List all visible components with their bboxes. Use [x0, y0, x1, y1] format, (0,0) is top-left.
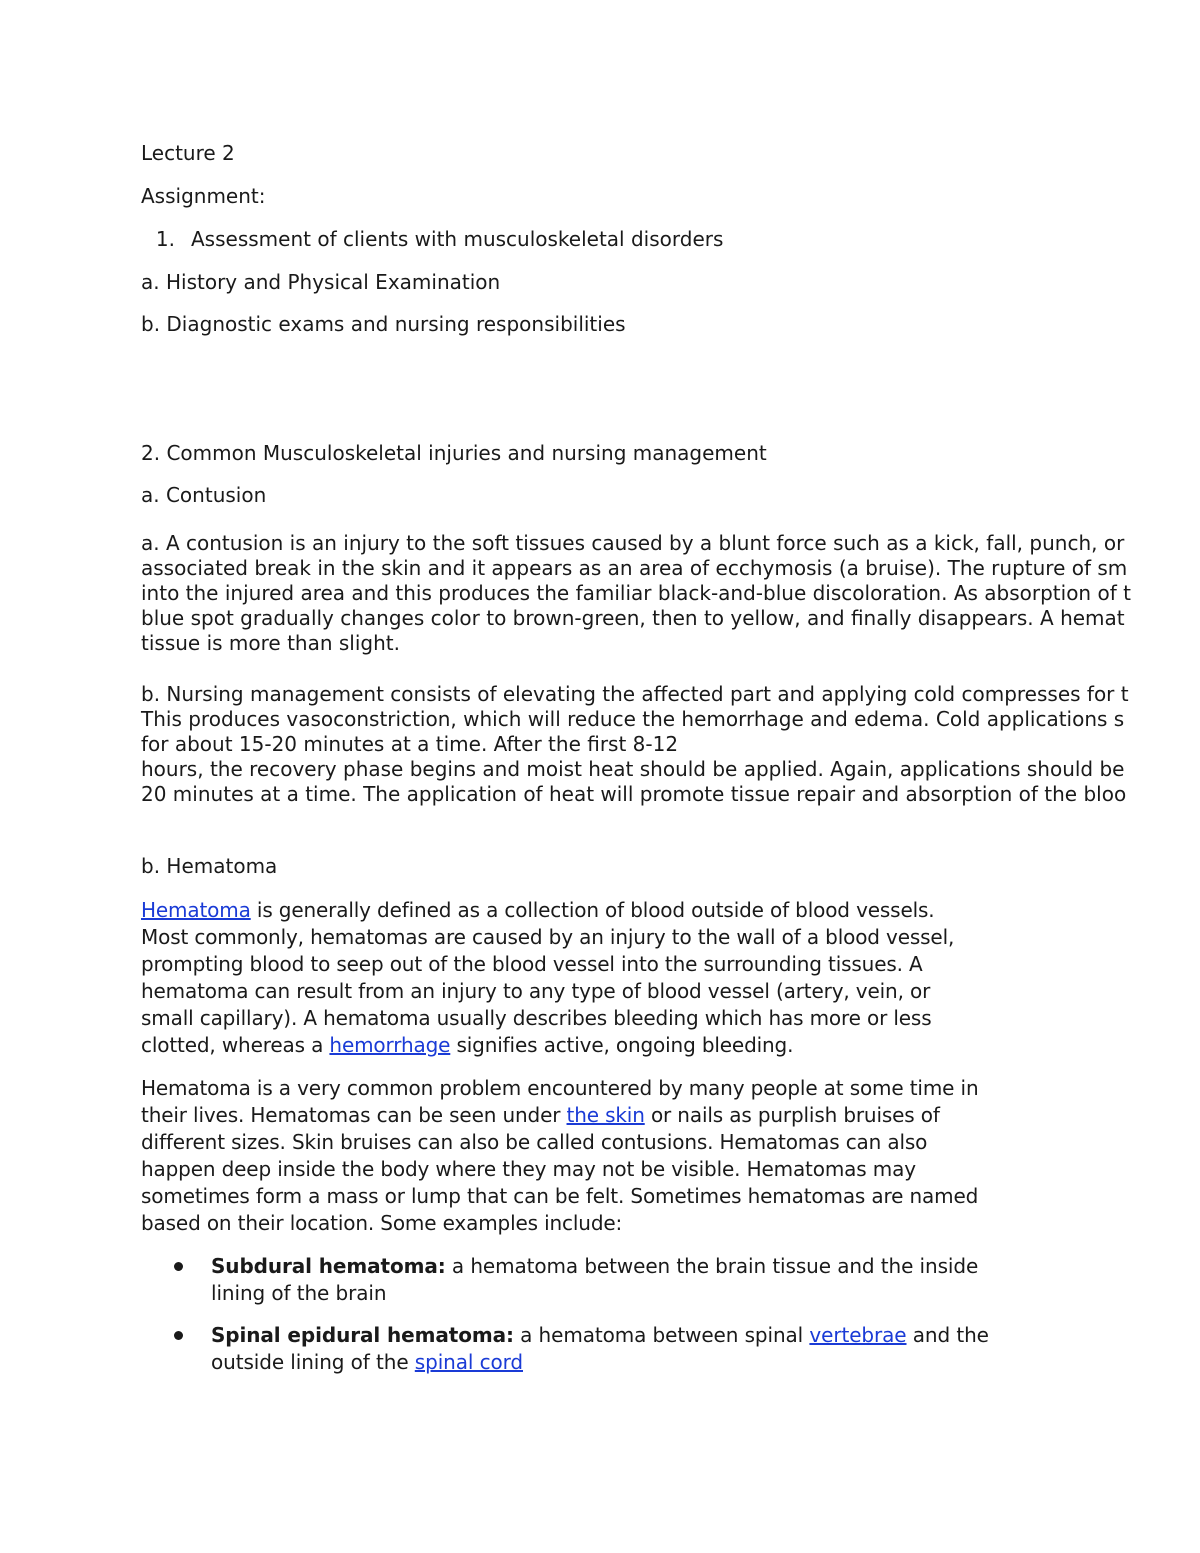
text-line — [141, 1032, 954, 1059]
text-line: blue spot gradually changes color to brown-green, then to yellow, and finally disappears. A hemat — [141, 606, 1125, 630]
section1-heading — [141, 227, 723, 252]
text-line — [211, 1322, 989, 1349]
text-line: lining of the brain — [211, 1281, 387, 1305]
hematoma-link[interactable]: Hematoma — [141, 898, 251, 922]
text-line: hours, the recovery phase begins and moist heat should be applied. Again, applications should be — [141, 757, 1125, 781]
text-span: their lives. Hematomas can be seen under — [141, 1103, 567, 1127]
hematoma-heading: b. Hematoma — [141, 854, 278, 878]
text-line: prompting blood to seep out of the blood vessel into the surrounding tissues. A — [141, 952, 923, 976]
text-line: This produces vasoconstriction, which will reduce the hemorrhage and edema. Cold applications s — [141, 707, 1125, 731]
hematoma-paragraph-2 — [141, 1075, 978, 1237]
text-line: 20 minutes at a time. The application of heat will promote tissue repair and absorption of the bloo — [141, 782, 1127, 806]
section1-item-b: b. Diagnostic exams and nursing responsibilities — [141, 312, 626, 336]
text-line — [211, 1349, 989, 1376]
text-line: tissue is more than slight. — [141, 631, 400, 655]
text-line: based on their location. Some examples include: — [141, 1211, 623, 1235]
text-line: Most commonly, hematomas are caused by an injury to the wall of a blood vessel, — [141, 925, 955, 949]
text-line: different sizes. Skin bruises can also be called contusions. Hematomas can also — [141, 1130, 928, 1154]
vertebrae-link[interactable]: vertebrae — [809, 1323, 907, 1347]
text-line: into the injured area and this produces the familiar black-and-blue discoloration. As absorption of t — [141, 581, 1131, 605]
text-line: happen deep inside the body where they may not be visible. Hematomas may — [141, 1157, 916, 1181]
bullet-term: Spinal epidural hematoma: — [211, 1323, 514, 1347]
bullet-item-subdural — [211, 1253, 978, 1307]
contusion-paragraph-a — [141, 531, 1131, 656]
section2-heading: 2. Common Musculoskeletal injuries and nursing management — [141, 441, 767, 465]
text-span: a hematoma between spinal — [513, 1323, 810, 1347]
text-line: small capillary). A hematoma usually describes bleeding which has more or less — [141, 1006, 932, 1030]
text-line: b. Nursing management consists of elevating the affected part and applying cold compresses for t — [141, 682, 1129, 706]
text-line — [141, 897, 954, 924]
bullet-item-spinal-epidural — [211, 1322, 989, 1376]
section1-number: 1. — [155, 227, 175, 251]
text-line: associated break in the skin and it appears as an area of ecchymosis (a bruise). The rupture of sm — [141, 556, 1128, 580]
bullet-term: Subdural hematoma: — [211, 1254, 446, 1278]
text-span: is generally defined as a collection of blood outside of blood vessels. — [250, 898, 935, 922]
section1-title: Assessment of clients with musculoskeletal disorders — [191, 227, 724, 251]
text-line: sometimes form a mass or lump that can be felt. Sometimes hematomas are named — [141, 1184, 979, 1208]
lecture-title: Lecture 2 — [141, 141, 235, 165]
the-skin-link[interactable]: the skin — [566, 1103, 645, 1127]
contusion-heading: a. Contusion — [141, 483, 267, 507]
text-line: hematoma can result from an injury to any type of blood vessel (artery, vein, or — [141, 979, 931, 1003]
assignment-label: Assignment: — [141, 184, 266, 208]
hematoma-paragraph-1 — [141, 897, 954, 1059]
bullet-icon — [174, 1331, 183, 1340]
contusion-paragraph-b — [141, 682, 1129, 807]
text-line: for about 15-20 minutes at a time. After the first 8-12 — [141, 732, 679, 756]
text-line: Hematoma is a very common problem encountered by many people at some time in — [141, 1076, 979, 1100]
text-line: a. A contusion is an injury to the soft tissues caused by a blunt force such as a kick, fall, punch, or — [141, 531, 1125, 555]
text-line — [141, 1102, 978, 1129]
section1-item-a: a. History and Physical Examination — [141, 270, 501, 294]
text-span: or nails as purplish bruises of — [644, 1103, 940, 1127]
spinal-cord-link[interactable]: spinal cord — [414, 1350, 523, 1374]
text-span: clotted, whereas a — [141, 1033, 330, 1057]
hemorrhage-link[interactable]: hemorrhage — [329, 1033, 451, 1057]
text-span: and the — [906, 1323, 989, 1347]
text-span: outside lining of the — [211, 1350, 415, 1374]
bullet-icon — [174, 1262, 183, 1271]
text-span: a hematoma between the brain tissue and the inside — [445, 1254, 979, 1278]
text-line — [211, 1253, 978, 1280]
text-span: signifies active, ongoing bleeding. — [450, 1033, 794, 1057]
